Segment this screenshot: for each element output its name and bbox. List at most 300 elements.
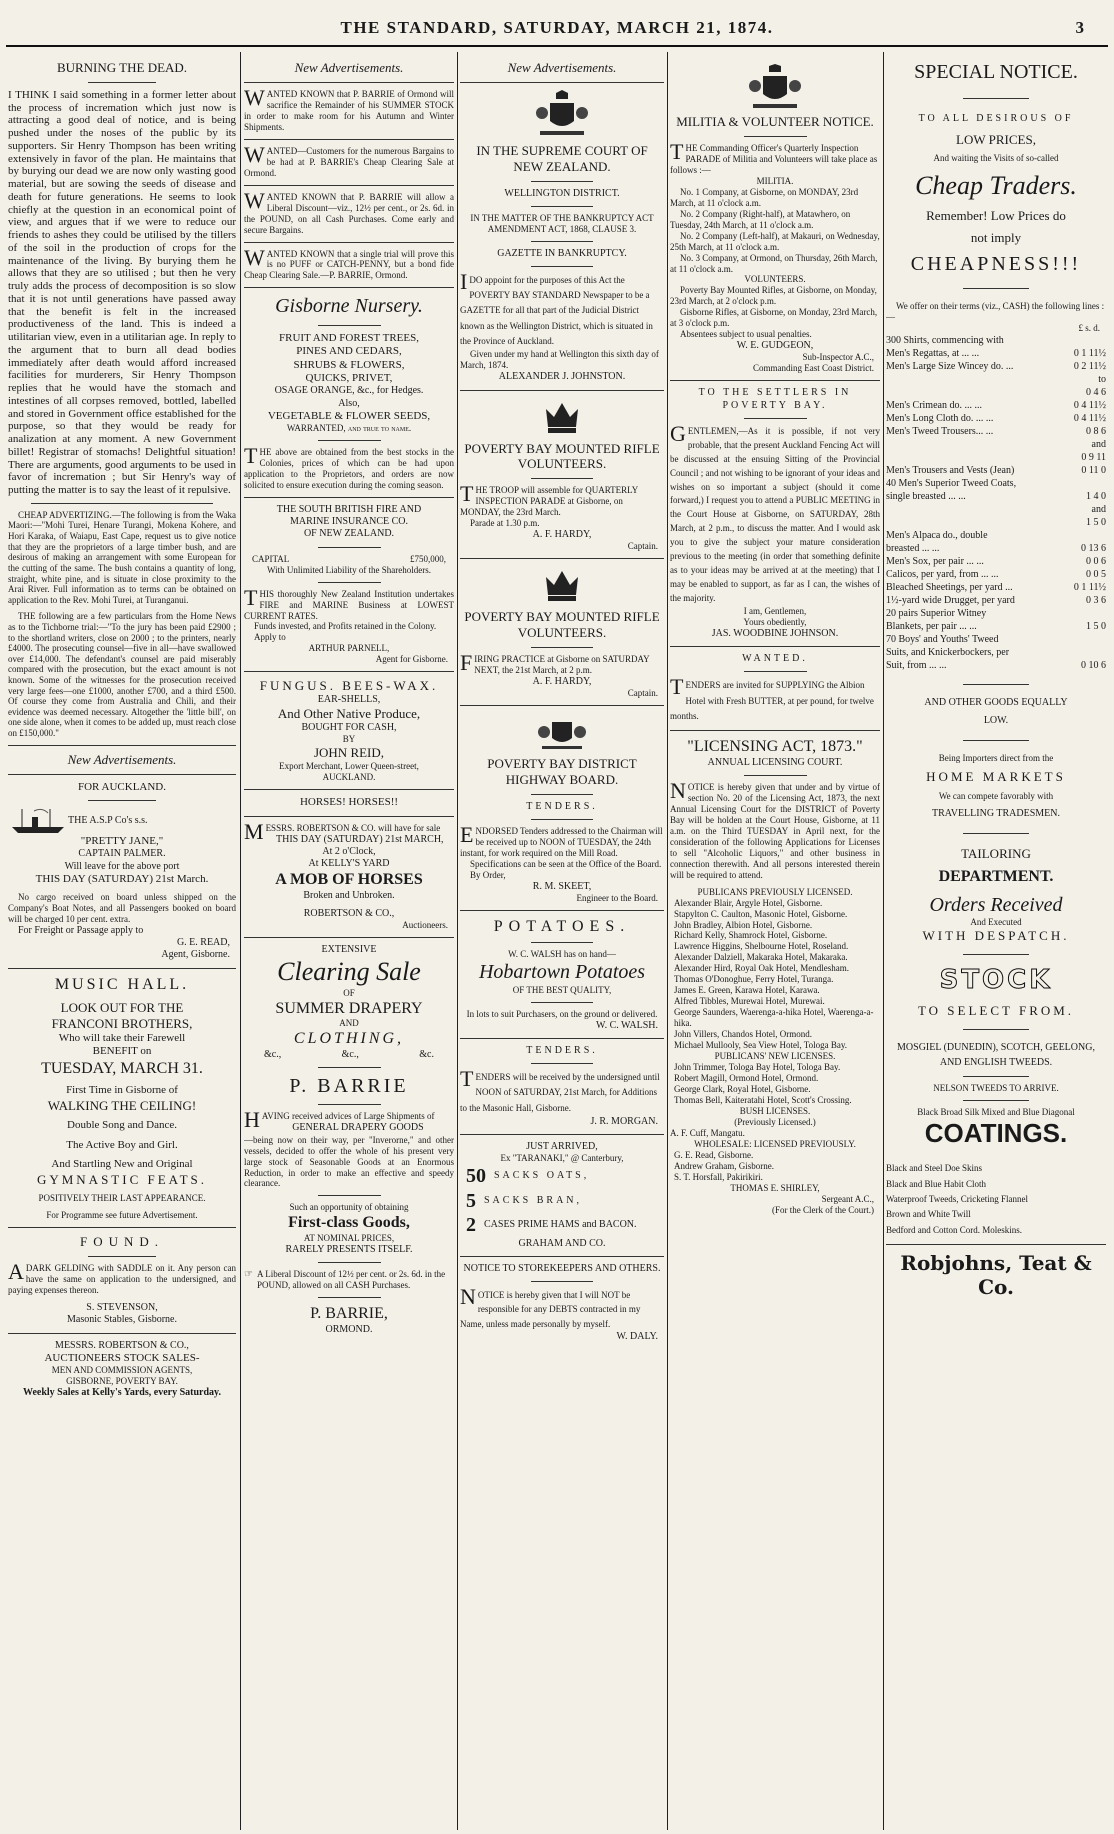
divider xyxy=(318,1067,381,1068)
closing: Yours obediently, xyxy=(743,616,807,627)
divider xyxy=(318,582,381,583)
column-4 xyxy=(670,60,880,1826)
price-row xyxy=(886,659,1106,672)
insurance-line: Apply to xyxy=(254,632,286,643)
ad-line: Double Song and Dance. xyxy=(67,1119,177,1132)
nursery-heading: Gisborne Nursery. xyxy=(275,295,423,318)
price-item: Men's Long Cloth do. ... ... xyxy=(886,413,994,425)
divider xyxy=(8,968,236,969)
ad-line: First-class Goods, xyxy=(288,1214,410,1232)
divider xyxy=(318,1297,381,1298)
insurance-line: With Unlimited Liability of the Shareholders. xyxy=(266,564,432,575)
price-item: Men's Alpaca do., double xyxy=(886,530,988,542)
militia-heading: MILITIA & VOLUNTEER NOTICE. xyxy=(676,114,874,129)
ad-line: Who will take their Farewell xyxy=(58,1031,186,1044)
ship-line: THE A.S.P Co's s.s. xyxy=(68,814,148,826)
militia-line: No. 1 Company, at Gisborne, on MONDAY, 23rd March, at 11 o'clock a.m. xyxy=(670,186,859,208)
price-item: Suit, from ... ... xyxy=(886,660,947,672)
price-item: Men's Sox, per pair ... ... xyxy=(886,556,984,568)
price-item: Blankets, per pair ... ... xyxy=(886,621,977,633)
price-value: 0 13 6 xyxy=(1081,543,1106,555)
signature-place: Agent for Gisborne. xyxy=(375,654,448,665)
divider xyxy=(531,241,592,242)
ad-line: TAILORING xyxy=(961,845,1031,861)
currency-header: £ s. d. xyxy=(1078,323,1100,334)
price-row xyxy=(886,581,1106,594)
insurance-line: OF NEW ZEALAND. xyxy=(303,528,395,540)
signature: A. F. HARDY, xyxy=(532,529,592,541)
tenders-body: ENDORSED Tenders addressed to the Chairman will be received up to NOON of TUESDAY, the 24th instant, for work required on the Mill Road. xyxy=(460,821,663,858)
license-entry: Thomas Bell, Kaiteratahi Hotel, Scott's Crossing. xyxy=(674,1095,852,1106)
militia-subheading: MILITIA. xyxy=(756,175,794,186)
highway-heading: POVERTY BAY DISTRICT HIGHWAY BOARD. xyxy=(487,756,637,787)
price-item: 40 Men's Superior Tweed Coats, xyxy=(886,478,1017,490)
fabric-line: Black and Steel Doe Skins xyxy=(886,1163,982,1174)
price-value: and xyxy=(1091,439,1106,451)
ship-name: "PRETTY JANE," xyxy=(80,834,164,847)
licensing-subheading: ANNUAL LICENSING COURT. xyxy=(707,756,843,768)
price-value: and xyxy=(1091,504,1106,516)
divider xyxy=(531,942,592,943)
price-row xyxy=(886,451,1106,464)
ad-line: THIS DAY (SATURDAY) 21st MARCH, xyxy=(276,833,444,845)
divider xyxy=(8,1333,236,1334)
wanted-ad: WANTED KNOWN that a single trial will prove this is no PUFF or CATCH-PENNY, but a bond fide Cheap Clearing Sale.—P. BARRIE, Ormond. xyxy=(244,244,454,281)
newspaper-title: THE STANDARD, SATURDAY, MARCH 21, 1874. xyxy=(340,18,774,37)
ad-heading: FUNGUS. BEES-WAX. xyxy=(259,678,439,694)
license-entry: Richard Kelly, Shamrock Hotel, Gisborne. xyxy=(674,930,828,941)
divider xyxy=(670,646,880,647)
crown-icon xyxy=(542,397,582,437)
nursery-line: VEGETABLE & FLOWER SEEDS, xyxy=(267,409,431,422)
ad-line: AT NOMINAL PRICES, xyxy=(303,1232,395,1243)
price-row xyxy=(886,516,1106,529)
price-row xyxy=(886,464,1106,477)
divider xyxy=(318,1104,381,1105)
ad-heading: HORSES! HORSES!! xyxy=(299,796,399,809)
column-3 xyxy=(460,60,664,1826)
divider xyxy=(88,800,156,801)
ad-line: GENERAL DRAPERY GOODS xyxy=(292,1122,424,1134)
licensing-body: NOTICE is hereby given that under and by virtue of section No. 20 of the Licensing Act, 1873, the next Annual Licensing Court for the DISTRICT of Poverty Bay will be holden at the Court House, Gisborne, at 11 a.m. on the Third TUESDAY in April next, for the consideration of the following Applications for Licenses to sell "Alcoholic Liquors," and other business in connection therewith. And all persons interested therein will be required to attend. xyxy=(670,777,880,880)
ad-line: TO ALL DESIROUS OF xyxy=(918,113,1074,125)
stock-heading: STOCK xyxy=(939,965,1053,996)
ship-captain: CAPTAIN PALMER. xyxy=(78,848,166,860)
price-value: 0 8 6 xyxy=(1086,426,1106,438)
divider xyxy=(318,547,381,548)
ad-date: TUESDAY, MARCH 31. xyxy=(41,1059,203,1077)
divider xyxy=(318,440,381,441)
divider xyxy=(531,478,592,479)
section-heading: New Advertisements. xyxy=(67,751,177,767)
divider xyxy=(670,730,880,731)
ad-line: BENEFIT on xyxy=(92,1045,152,1058)
ad-line: POSITIVELY THEIR LAST APPEARANCE. xyxy=(38,1193,206,1204)
crown-icon xyxy=(542,565,582,605)
price-row xyxy=(886,594,1106,607)
wanted-ad: WANTED—Customers for the numerous Bargains to be had at P. BARRIE's Cheap Clearing Sale at Ormond. xyxy=(244,141,454,178)
divider xyxy=(963,1100,1029,1101)
price-value: to xyxy=(1098,374,1106,386)
license-entry: Andrew Graham, Gisborne. xyxy=(674,1160,774,1171)
volunteers-heading: POVERTY BAY MOUNTED RIFLE VOLUNTEERS. xyxy=(464,440,660,472)
licensing-heading: "LICENSING ACT, 1873." xyxy=(687,738,863,756)
license-line: A. F. Cuff, Mangatu. xyxy=(670,1127,745,1138)
license-line: (Previously Licensed.) xyxy=(734,1116,816,1127)
insurance-body: THIS thoroughly New Zealand Institution undertakes FIRE and MARINE Business at LOWEST CURRENT RATES. xyxy=(244,584,454,621)
price-row xyxy=(886,555,1106,568)
license-entry: G. E. Read, Gisborne. xyxy=(674,1149,754,1160)
divider xyxy=(244,82,454,83)
ad-line: WITH DESPATCH. xyxy=(922,928,1070,944)
music-hall-heading: MUSIC HALL. xyxy=(54,975,190,993)
license-entry: John Bradley, Albion Hotel, Gisborne. xyxy=(674,919,813,930)
divider xyxy=(963,1029,1029,1030)
divider xyxy=(244,242,454,243)
signature: JAS. WOODBINE JOHNSON. xyxy=(711,627,839,639)
signature-title: Engineer to the Board. xyxy=(576,893,658,903)
insurance-line: THE SOUTH BRITISH FIRE AND xyxy=(276,504,422,516)
district: WELLINGTON DISTRICT. xyxy=(504,187,620,199)
ship-freight: For Freight or Passage apply to xyxy=(18,925,144,937)
price-intro: We offer on their terms (viz., CASH) the following lines :— xyxy=(886,301,1105,323)
section-heading: New Advertisements. xyxy=(294,60,404,75)
column-divider xyxy=(883,52,884,1830)
quantity: 2 xyxy=(466,1214,476,1237)
etc: &c. xyxy=(419,1048,434,1060)
notice-body: NOTICE is hereby given that I will NOT be responsible for any DEBTS contracted in my Name, unless made personally by myself. xyxy=(460,1283,641,1329)
divider xyxy=(744,418,807,419)
ad-line: LOW PRICES, xyxy=(956,131,1036,147)
divider xyxy=(318,1262,381,1263)
divider xyxy=(244,139,454,140)
page-number: 3 xyxy=(1075,18,1084,37)
insurance-line: Funds invested, and Profits retained in the Colony. xyxy=(254,621,437,632)
price-row xyxy=(886,633,1106,646)
price-value: 0 4 11½ xyxy=(1073,413,1106,425)
steamship-icon xyxy=(8,807,68,835)
price-value: 0 11 0 xyxy=(1081,465,1106,477)
agent-place: Agent, Gisborne. xyxy=(161,949,230,961)
license-entry: Thomas O'Donoghue, Ferry Hotel, Turanga. xyxy=(674,974,834,985)
price-row xyxy=(886,607,1106,620)
license-entry: James E. Green, Karawa Hotel, Karawa. xyxy=(674,985,820,996)
divider xyxy=(244,671,454,672)
ad-line: MESSRS. ROBERTSON & CO., xyxy=(55,1339,189,1351)
ad-line: And Startling New and Original xyxy=(51,1158,193,1171)
price-row xyxy=(886,620,1106,633)
item: SACKS OATS, xyxy=(494,1170,590,1182)
ad-line: RARELY PRESENTS ITSELF. xyxy=(285,1243,413,1255)
column-divider xyxy=(240,52,241,1830)
divider xyxy=(244,937,454,938)
price-row xyxy=(886,568,1106,581)
masthead xyxy=(0,0,1114,52)
royal-coat-of-arms-icon xyxy=(534,712,590,752)
royal-coat-of-arms-icon xyxy=(534,89,590,139)
ad-line: Broken and Unbroken. xyxy=(303,889,395,901)
license-entry: Alfred Tibbles, Murewai Hotel, Murewai. xyxy=(674,996,825,1007)
signature-title: Sergeant A.C., xyxy=(821,1193,874,1204)
ad-heading: JUST ARRIVED, xyxy=(526,1141,598,1153)
ad-line: not imply xyxy=(970,229,1022,245)
paragraph-cheap-advertizing: CHEAP ADVERTIZING.—The following is from the Waka Maori:—"Mohi Turei, Henare Turangi, Mokena Kohere, and Hori Karaka, of Waiapu, East Cape, request us to give notice that they are the proprietors of a large timber bush, and are desirous of making an arrangement with some European for the cutting of the same. The bush contains a quantity of long, straight, white pine, and is situate in close proximity to the Arai River. Full information as to terms can be obtained on application to the Rev. Mohi Turei, at Turanganui. xyxy=(8,509,236,605)
cheapness-heading: CHEAPNESS!!! xyxy=(910,252,1082,275)
volunteers-body: THE TROOP will assemble for QUARTERLY INSPECTION PARADE at Gisborne, on MONDAY, the 23rd March. xyxy=(460,481,638,518)
price-row xyxy=(886,477,1106,490)
price-row xyxy=(886,347,1106,360)
price-row xyxy=(886,425,1106,438)
divider xyxy=(744,671,807,672)
price-item: 1½-yard wide Drugget, per yard xyxy=(886,595,1015,607)
ad-line: Being Importers direct from the xyxy=(938,752,1054,763)
fabric-line: Black and Blue Habit Cloth xyxy=(886,1178,986,1189)
closing: I am, Gentlemen, xyxy=(743,605,807,616)
ad-line: AND xyxy=(339,1018,359,1029)
fabric-line: Brown and White Twill xyxy=(886,1209,971,1220)
price-row xyxy=(886,334,1106,347)
insurance-line: MARINE INSURANCE CO. xyxy=(289,516,409,528)
signature-place: Auctioneers. xyxy=(402,920,448,931)
ad-line: TO SELECT FROM. xyxy=(917,1002,1075,1018)
price-item: single breasted ... ... xyxy=(886,491,966,503)
etc: &c., xyxy=(264,1048,282,1060)
court-given: Given under my hand at Wellington this sixth day of March, 1874. xyxy=(460,349,659,371)
price-item: Suits, and Knickerbockers, per xyxy=(886,647,1010,659)
price-row xyxy=(886,438,1106,451)
price-row xyxy=(886,646,1106,659)
license-entry: Alexander Dalziell, Makaraka Hotel, Makaraka. xyxy=(674,952,848,963)
license-entry: Lawrence Higgins, Shelbourne Hotel, Roseland. xyxy=(674,941,849,952)
price-value: 0 2 11½ xyxy=(1073,361,1106,373)
price-row xyxy=(886,386,1106,399)
signature: ROBERTSON & CO., xyxy=(303,907,395,919)
wanted-heading: WANTED. xyxy=(742,653,808,665)
ad-line: Black Broad Silk Mixed and Blue Diagonal xyxy=(917,1106,1075,1117)
divider xyxy=(531,1281,592,1282)
divider xyxy=(244,497,454,498)
cheap-traders-heading: Cheap Traders. xyxy=(915,171,1077,201)
signature-title: Commanding East Coast District. xyxy=(753,363,874,374)
price-list xyxy=(886,334,1106,672)
ad-line: At KELLY'S YARD xyxy=(308,857,390,869)
divider xyxy=(244,185,454,186)
price-item: Bleached Sheetings, per yard ... xyxy=(886,582,1013,594)
divider xyxy=(531,1063,592,1064)
ad-line: Weekly Sales at Kelly's Yards, every Saturday. xyxy=(23,1387,221,1399)
price-row xyxy=(886,373,1106,386)
divider xyxy=(244,789,454,790)
tenders-line: Specifications can be seen at the Office of the Board. xyxy=(470,858,662,869)
wanted-ad: WANTED KNOWN that P. BARRIE will allow a Liberal Discount—viz., 12½ per cent., or 2s. 6d. in the POUND, on all Cash Purchases. Come early and secure Bargains. xyxy=(244,187,454,235)
signature-place: ORMOND. xyxy=(325,1323,373,1335)
ad-line: OF THE BEST QUALITY, xyxy=(512,984,612,995)
settlers-body: GENTLEMEN,—As it is possible, if not very probable, that the present Auckland Fencing Act will be discussed at the ensuing Sitting of the Provincial Council ; and not wishing to be ignorant of your ideas and wishes on so important a subject (should it come forward,) I request you to attend a PUBLIC MEETING in the Court House at Gisborne, on SATURDAY, 28th March, at 2 p.m., to discuss the matter. And I would ask you to give the subject your mature consideration previous to the meeting (in order that something definite as to your ideas may be arrived at at the meeting) that I may be enabled to support, as far as I can, the wishes of the majority. xyxy=(670,420,880,604)
clearing-sale-heading: Clearing Sale xyxy=(277,957,421,987)
signature-title: Captain. xyxy=(627,688,658,699)
license-entry: Stapylton C. Caulton, Masonic Hotel, Gisborne. xyxy=(674,908,848,919)
column-2 xyxy=(244,60,454,1826)
ad-line: First Time in Gisborne of xyxy=(66,1084,178,1097)
divider xyxy=(531,647,592,648)
price-item: Men's Tweed Trousers... ... xyxy=(886,426,994,438)
nursery-line: Also, xyxy=(338,397,360,409)
signature: ALEXANDER J. JOHNSTON. xyxy=(498,371,626,383)
price-value: 0 1 11½ xyxy=(1073,348,1106,360)
ad-line: BOUGHT FOR CASH, xyxy=(301,722,397,734)
section-heading: New Advertisements. xyxy=(507,60,617,75)
price-row xyxy=(886,490,1106,503)
ad-line: In lots to suit Purchasers, on the ground or delivered. xyxy=(466,1008,658,1019)
ad-line: Remember! Low Prices do xyxy=(926,208,1066,224)
militia-line: Gisborne Rifles, at Gisborne, on Monday, 23rd March, at 3 o'clock p.m. xyxy=(670,307,878,329)
divider xyxy=(244,287,454,288)
ad-line: And Other Native Produce, xyxy=(277,706,421,722)
ad-line: We can compete favorably with xyxy=(938,791,1054,802)
ad-line: NELSON TWEEDS TO ARRIVE. xyxy=(933,1082,1059,1093)
price-value: 0 10 6 xyxy=(1081,660,1106,672)
department-heading: DEPARTMENT. xyxy=(938,868,1054,886)
ad-line: Ex "TARANAKI," @ Canterbury, xyxy=(500,1153,624,1164)
ad-line: AUCKLAND. xyxy=(322,772,376,783)
ad-line: And Executed xyxy=(970,917,1022,928)
ad-heading: FOR AUCKLAND. xyxy=(77,780,166,793)
quantity: 5 xyxy=(466,1189,476,1212)
agent-name: G. E. READ, xyxy=(176,937,230,949)
divider xyxy=(460,558,664,559)
price-row xyxy=(886,360,1106,373)
signature: ARTHUR PARNELL, xyxy=(308,643,390,654)
divider xyxy=(318,1195,381,1196)
ad-line: GISBORNE, POVERTY BAY. xyxy=(66,1376,178,1387)
settlers-heading: TO THE SETTLERS IN POVERTY BAY. xyxy=(698,387,852,411)
price-item: Men's Large Size Wincey do. ... xyxy=(886,361,1014,373)
ad-line: HOME MARKETS xyxy=(926,769,1066,785)
ad-line: GYMNASTIC FEATS. xyxy=(36,1171,208,1187)
signature: THOMAS E. SHIRLEY, xyxy=(730,1182,820,1193)
divider xyxy=(531,1002,592,1003)
found-body: ADARK GELDING with SADDLE on it. Any person can have the same on application to the undersigned, and paying expenses thereon. xyxy=(8,1259,236,1296)
signature: A. F. HARDY, xyxy=(532,675,592,687)
fabric-line: Bedford and Cotton Cord. Moleskins. xyxy=(886,1224,1022,1235)
ad-line: Export Merchant, Lower Queen-street, xyxy=(279,761,419,772)
ad-line: FRANCONI BROTHERS, xyxy=(51,1015,193,1031)
article-body: I THINK I said something in a former letter about the process of incremation which just now is attracting a good deal of notice, and is being pushed under the noses of the public by its supporters. Sir Henry Thompson has been writing extensively in favor of the plan. He maintains that by burying our dead we are now only wasting good material, but are sowing the seeds of disease and death for future generations. He seems to look chiefly at the question in an economical point of view, and argues that if we were to reduce our friends to ashes they could be utilised by the tillers of the soil in the production of crops for the maintenance of the living. By burying them he allows that they are so utilised ; but then he very truly adds the process of decomposition is so slow that it is not until generations have passed away that the benefit is felt in the increased productiveness of the land. This is indeed a utilitarian view, even in a utilitarian age. In reply to the argument that to burn all dead bodies immediately after death would afford increased facilities for murderers, Sir Henry Thompson replies that he would have the stomach and intestines of all corpses removed, bottled, labelled and stored in Government office established for the purpose, so that they would be ready for analization at any moment. A new Government billet! Registrar of stomachs! Delightful situation! There are arguments, good arguments to be used in favor of incremation ; but Sir Henry's way of putting the matter is to say the least of it repulsive. xyxy=(8,88,236,497)
divider xyxy=(744,136,807,137)
militia-body: THE Commanding Officer's Quarterly Inspection PARADE of Militia and Volunteers will take place as follows :— xyxy=(670,138,878,175)
signature: W. C. WALSH. xyxy=(596,1019,658,1031)
court-matter: IN THE MATTER OF THE BANKRUPTCY ACT AMENDMENT ACT, 1868, CLAUSE 3. xyxy=(470,212,654,234)
column-1 xyxy=(8,60,236,1826)
column-divider xyxy=(457,52,458,1830)
tenders-body: TENDERS will be received by the undersigned until NOON of SATURDAY, 21st March, for Additions to the Masonic Hall, Gisborne. xyxy=(460,1066,660,1113)
ad-line: And waiting the Visits of so-called xyxy=(933,153,1059,164)
divider xyxy=(963,684,1029,685)
license-entry: John Villers, Chandos Hotel, Ormond. xyxy=(674,1029,813,1040)
divider xyxy=(531,206,592,207)
court-body: IDO appoint for the purposes of this Act the POVERTY BAY STANDARD Newspaper to be a GAZETTE for all that part of the Judicial District known as the Wellington District, which is situated in the Province of Auckland. xyxy=(460,268,653,347)
ad-line: EAR-SHELLS, xyxy=(317,694,381,706)
license-entry: Michael Mullooly, Sea View Hotel, Tologa Bay. xyxy=(674,1040,848,1051)
price-row xyxy=(886,542,1106,555)
price-value: 1 5 0 xyxy=(1086,621,1106,633)
article-heading: BURNING THE DEAD. xyxy=(56,60,188,75)
nursery-line: PINES AND CEDARS, xyxy=(296,345,402,358)
robjohns-signature: Robjohns, Teat & Co. xyxy=(900,1250,1092,1300)
divider xyxy=(460,1134,664,1135)
license-entry: George Saunders, Waerenga-a-hika Hotel, Waerenga-a-hika. xyxy=(674,1007,874,1029)
volunteers-heading: POVERTY BAY MOUNTED RIFLE VOLUNTEERS. xyxy=(464,609,660,641)
license-entry: S. T. Horsfall, Pakirikiri. xyxy=(674,1171,763,1182)
divider xyxy=(460,1038,664,1039)
column-5 xyxy=(886,60,1106,1826)
masthead-rule xyxy=(6,45,1108,47)
item: SACKS BRAN, xyxy=(484,1194,583,1206)
signature-title: (For the Clerk of the Court.) xyxy=(772,1204,874,1215)
court-heading: IN THE SUPREME COURT OF NEW ZEALAND. xyxy=(476,142,648,174)
gazette-heading: GAZETTE IN BANKRUPTCY. xyxy=(497,247,627,259)
divider xyxy=(8,1227,236,1228)
quantity: 50 xyxy=(466,1165,486,1188)
license-entry: Alexander Hird, Royal Oak Hotel, Mendlesham. xyxy=(674,963,849,974)
price-item: breasted ... ... xyxy=(886,543,940,555)
price-item: 70 Boys' and Youths' Tweed xyxy=(886,634,999,646)
capital-value: £750,000, xyxy=(410,553,446,564)
ad-line: Such an opportunity of obtaining xyxy=(289,1202,409,1213)
divider xyxy=(531,266,592,267)
license-subheading: BUSH LICENSES. xyxy=(739,1105,811,1116)
ad-line: WALKING THE CEILING! xyxy=(47,1097,197,1113)
ad-line: BY xyxy=(342,734,356,745)
price-item: Men's Trousers and Vests (Jean) xyxy=(886,465,1015,477)
divider xyxy=(963,740,1029,741)
etc: &c., xyxy=(341,1048,359,1060)
ad-line: OF xyxy=(343,987,355,998)
price-value: 0 1 11½ xyxy=(1073,582,1106,594)
ad-line: CLOTHING, xyxy=(293,1030,405,1048)
divider xyxy=(963,288,1029,289)
fabric-line: Waterproof Tweeds, Cricketing Flannel xyxy=(886,1193,1028,1204)
volunteers-line: Parade at 1.30 p.m. xyxy=(470,518,540,529)
signature-title: Sub-Inspector A.C., xyxy=(802,352,874,363)
ad-body: —being now on their way, per "Inverorne," and other vessels, decided to offer the whole of his present very large stock of Seasonable Goods at an Enormous Reduction, in order to make an effective and speedy clearance. xyxy=(244,1134,454,1189)
item: CASES PRIME HAMS and BACON. xyxy=(484,1219,637,1231)
tenders-heading: TENDERS. xyxy=(526,1044,598,1056)
militia-line: Poverty Bay Mounted Rifles, at Gisborne, on Monday, 23rd March, at 2 o'clock p.m. xyxy=(670,285,877,307)
price-value: 0 9 11 xyxy=(1081,452,1106,464)
ad-line: JOHN REID, xyxy=(313,745,385,761)
divider xyxy=(88,82,156,83)
divider xyxy=(963,98,1029,99)
price-item: 20 pairs Superior Witney xyxy=(886,608,987,620)
ad-line: At 2 o'Clock, xyxy=(322,845,376,857)
divider xyxy=(460,82,664,83)
nursery-body: THE above are obtained from the best stocks in the Colonies, prices of which can be had upon application to the Proprietors, and orders are now solicited to ensure execution during the coming season. xyxy=(244,443,454,491)
militia-line: No. 3 Company, at Ormond, on Thursday, 26th March, at 11 o'clock a.m. xyxy=(670,252,878,274)
divider xyxy=(886,1244,1106,1245)
price-row xyxy=(886,503,1106,516)
license-entry: Alexander Blair, Argyle Hotel, Gisborne. xyxy=(674,897,823,908)
militia-line: No. 2 Company (Left-half), at Makauri, on Wednesday, 25th March, at 11 o'clock a.m. xyxy=(670,230,880,252)
price-item: 300 Shirts, commencing with xyxy=(886,335,1004,347)
militia-line: Absentees subject to usual penalties. xyxy=(680,329,812,340)
nursery-line: WARRANTED, and true to name. xyxy=(286,423,412,434)
price-value: 1 4 0 xyxy=(1086,491,1106,503)
ad-line: EXTENSIVE xyxy=(321,944,377,955)
signature-place: Masonic Stables, Gisborne. xyxy=(67,1314,177,1326)
divider xyxy=(460,390,664,391)
divider xyxy=(963,833,1029,834)
